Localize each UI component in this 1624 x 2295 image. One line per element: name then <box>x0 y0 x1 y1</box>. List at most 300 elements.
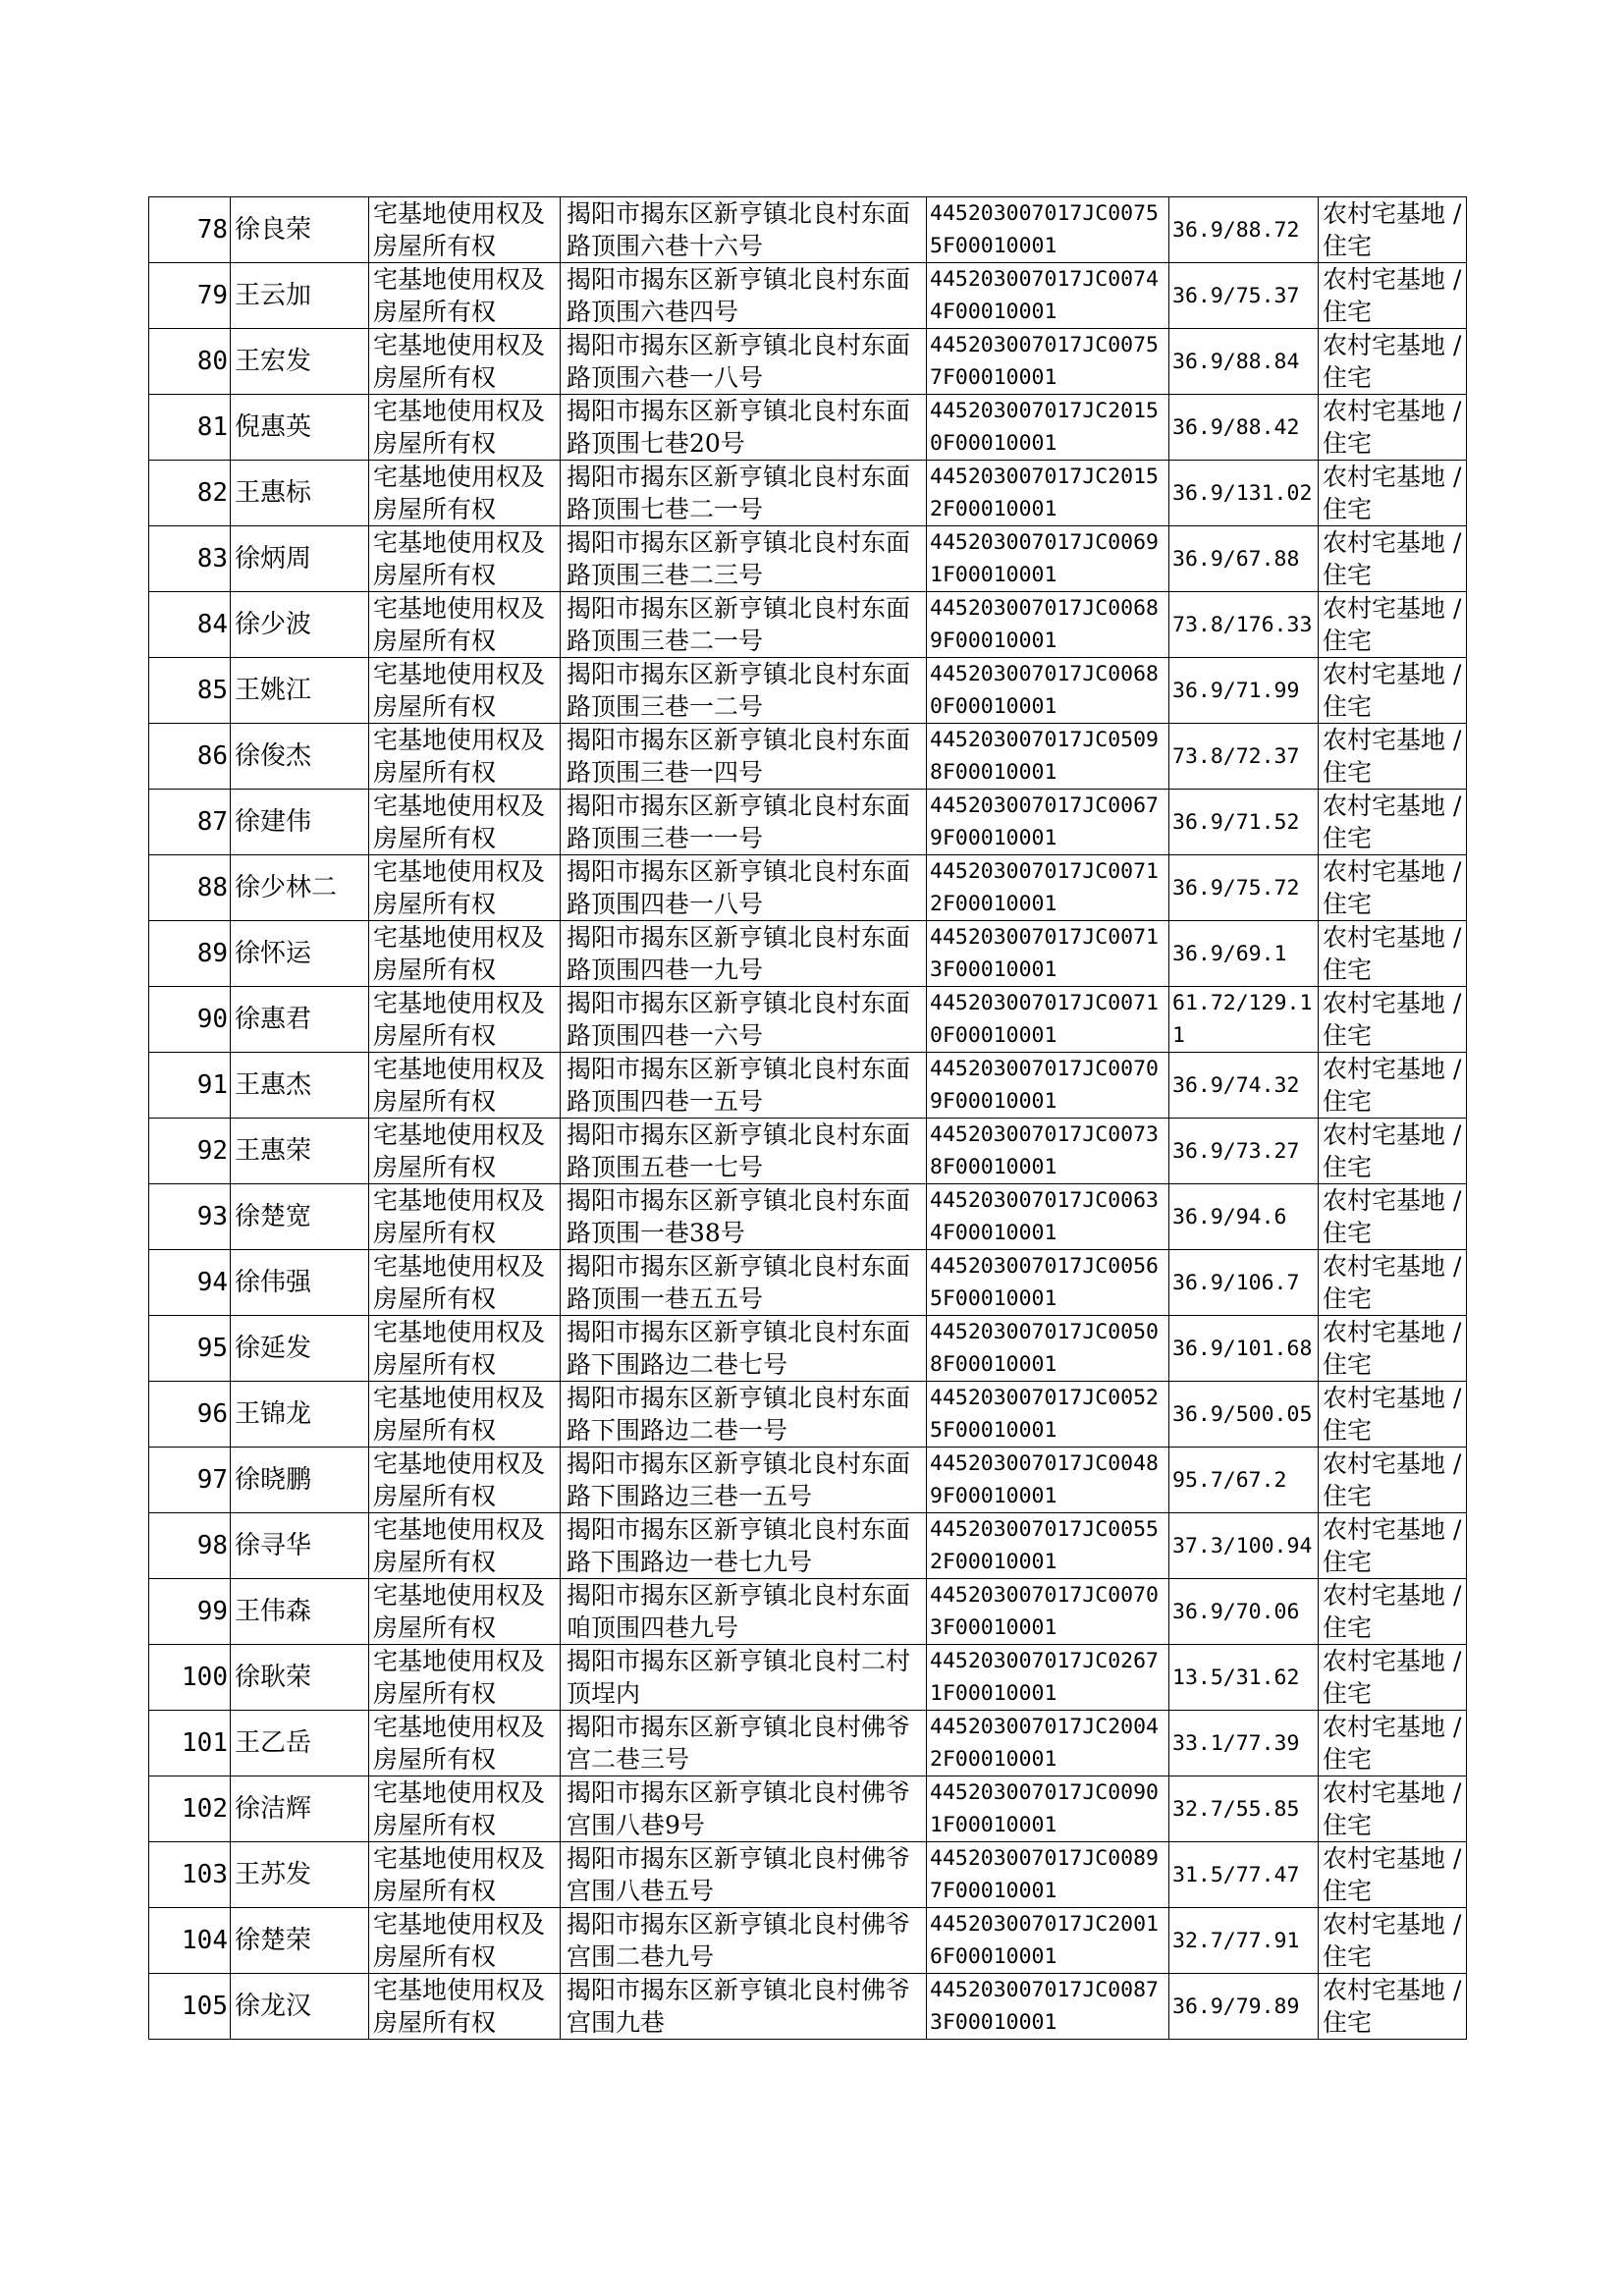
owner-name-cell-text: 王惠标 <box>235 477 312 508</box>
unit-code-cell <box>927 329 1169 395</box>
address-cell <box>561 790 927 855</box>
address-cell <box>561 1250 927 1316</box>
owner-name-cell <box>231 1382 369 1448</box>
unit-code-cell <box>927 1711 1169 1776</box>
unit-code-cell-text: 445203007017JC00680F00010001 <box>930 662 1159 719</box>
owner-name-cell-text: 徐俊杰 <box>235 740 312 771</box>
area-cell-text: 95.7/67.2 <box>1172 1467 1287 1493</box>
table-row <box>149 1776 1467 1842</box>
unit-code-cell-text: 445203007017JC00525F00010001 <box>930 1386 1159 1443</box>
row-number-cell-text: 92 <box>196 1135 228 1166</box>
area-cell <box>1169 1579 1319 1645</box>
row-number-cell <box>149 1316 231 1382</box>
row-number-cell <box>149 1382 231 1448</box>
unit-code-cell-text: 445203007017JC00508F00010001 <box>930 1320 1159 1377</box>
usage-cell-text: 农村宅基地 / 住宅 <box>1323 1120 1462 1181</box>
row-number-cell <box>149 1908 231 1974</box>
area-cell-text: 32.7/55.85 <box>1172 1796 1300 1822</box>
area-cell <box>1169 1184 1319 1250</box>
unit-code-cell <box>927 921 1169 987</box>
unit-code-cell-text: 445203007017JC00901F00010001 <box>930 1780 1159 1837</box>
area-cell-text: 36.9/79.89 <box>1172 1994 1300 2019</box>
address-cell <box>561 329 927 395</box>
address-cell-text: 揭阳市揭东区新亨镇北良村东面路下围路边三巷一五号 <box>567 1449 911 1510</box>
table-row <box>149 855 1467 921</box>
row-number-cell-text: 87 <box>196 806 228 837</box>
owner-name-cell <box>231 197 369 263</box>
address-cell-text: 揭阳市揭东区新亨镇北良村东面路顶围六巷四号 <box>567 265 911 326</box>
address-cell <box>561 263 927 329</box>
right-type-cell <box>369 658 561 724</box>
area-cell-text: 36.9/106.7 <box>1172 1270 1300 1295</box>
address-cell-text: 揭阳市揭东区新亨镇北良村东面路顶围一巷38号 <box>567 1186 911 1247</box>
row-number-cell <box>149 658 231 724</box>
address-cell <box>561 1974 927 2040</box>
right-type-cell <box>369 1711 561 1776</box>
row-number-cell <box>149 461 231 526</box>
address-cell-text: 揭阳市揭东区新亨镇北良村佛爷宫围二巷九号 <box>567 1910 911 1971</box>
right-type-cell-text: 宅基地使用权及房屋所有权 <box>373 528 546 589</box>
usage-cell-text: 农村宅基地 / 住宅 <box>1323 923 1462 984</box>
row-number-cell-text: 89 <box>196 938 228 968</box>
unit-code-cell-text: 445203007017JC00897F00010001 <box>930 1846 1159 1903</box>
right-type-cell <box>369 921 561 987</box>
address-cell <box>561 1711 927 1776</box>
area-cell-text: 36.9/71.99 <box>1172 678 1300 703</box>
row-number-cell <box>149 1513 231 1579</box>
table-row <box>149 1316 1467 1382</box>
usage-cell-text: 农村宅基地 / 住宅 <box>1323 1647 1462 1708</box>
row-number-cell <box>149 329 231 395</box>
owner-name-cell <box>231 1974 369 2040</box>
area-cell <box>1169 1974 1319 2040</box>
table-row <box>149 1250 1467 1316</box>
owner-name-cell <box>231 790 369 855</box>
row-number-cell-text: 95 <box>196 1333 228 1363</box>
usage-cell <box>1319 658 1467 724</box>
area-cell-text: 36.9/70.06 <box>1172 1599 1300 1624</box>
unit-code-cell <box>927 1184 1169 1250</box>
table-row <box>149 658 1467 724</box>
row-number-cell-text: 90 <box>196 1004 228 1034</box>
usage-cell <box>1319 921 1467 987</box>
owner-name-cell-text: 徐建伟 <box>235 806 312 837</box>
right-type-cell <box>369 987 561 1053</box>
owner-name-cell-text: 王云加 <box>235 280 312 310</box>
owner-name-cell <box>231 1250 369 1316</box>
usage-cell-text: 农村宅基地 / 住宅 <box>1323 989 1462 1050</box>
unit-code-cell <box>927 658 1169 724</box>
row-number-cell <box>149 790 231 855</box>
table-row <box>149 1119 1467 1184</box>
owner-name-cell <box>231 1513 369 1579</box>
area-cell <box>1169 1908 1319 1974</box>
usage-cell-text: 农村宅基地 / 住宅 <box>1323 1844 1462 1905</box>
area-cell <box>1169 1316 1319 1382</box>
address-cell <box>561 1513 927 1579</box>
right-type-cell-text: 宅基地使用权及房屋所有权 <box>373 1515 546 1576</box>
right-type-cell <box>369 1579 561 1645</box>
table-row <box>149 1711 1467 1776</box>
table-row <box>149 1974 1467 2040</box>
right-type-cell-text: 宅基地使用权及房屋所有权 <box>373 857 546 918</box>
unit-code-cell-text: 445203007017JC00738F00010001 <box>930 1122 1159 1179</box>
row-number-cell-text: 80 <box>196 346 228 376</box>
unit-code-cell <box>927 263 1169 329</box>
row-number-cell-text: 78 <box>196 214 228 245</box>
owner-name-cell-text: 徐晓鹏 <box>235 1464 312 1495</box>
owner-name-cell-text: 王姚江 <box>235 675 312 705</box>
owner-name-cell-text: 徐炳周 <box>235 543 312 574</box>
unit-code-cell-text: 445203007017JC05098F00010001 <box>930 728 1159 785</box>
area-cell <box>1169 461 1319 526</box>
table-row <box>149 263 1467 329</box>
area-cell-text: 36.9/67.88 <box>1172 546 1300 572</box>
right-type-cell-text: 宅基地使用权及房屋所有权 <box>373 1318 546 1379</box>
address-cell-text: 揭阳市揭东区新亨镇北良村东面路顶围三巷一二号 <box>567 660 911 721</box>
row-number-cell-text: 93 <box>196 1201 228 1231</box>
unit-code-cell-text: 445203007017JC00691F00010001 <box>930 530 1159 587</box>
right-type-cell <box>369 1842 561 1908</box>
owner-name-cell <box>231 724 369 790</box>
area-cell-text: 36.9/131.02 <box>1172 480 1313 506</box>
owner-name-cell-text: 徐延发 <box>235 1333 312 1363</box>
address-cell-text: 揭阳市揭东区新亨镇北良村东面路顶围三巷二三号 <box>567 528 911 589</box>
area-cell-text: 36.9/500.05 <box>1172 1401 1313 1427</box>
area-cell-text: 36.9/71.52 <box>1172 809 1300 835</box>
table-row <box>149 921 1467 987</box>
area-cell-text: 36.9/94.6 <box>1172 1204 1287 1229</box>
usage-cell-text: 农村宅基地 / 住宅 <box>1323 1778 1462 1839</box>
right-type-cell <box>369 1908 561 1974</box>
row-number-cell-text: 101 <box>182 1727 228 1758</box>
row-number-cell <box>149 921 231 987</box>
right-type-cell-text: 宅基地使用权及房屋所有权 <box>373 1449 546 1510</box>
right-type-cell <box>369 1382 561 1448</box>
owner-name-cell <box>231 1908 369 1974</box>
area-cell <box>1169 724 1319 790</box>
row-number-cell <box>149 987 231 1053</box>
right-type-cell-text: 宅基地使用权及房屋所有权 <box>373 1384 546 1445</box>
address-cell <box>561 1316 927 1382</box>
address-cell-text: 揭阳市揭东区新亨镇北良村东面路顶围四巷一六号 <box>567 989 911 1050</box>
address-cell <box>561 1645 927 1711</box>
row-number-cell <box>149 1645 231 1711</box>
row-number-cell <box>149 1053 231 1119</box>
unit-code-cell-text: 445203007017JC00713F00010001 <box>930 925 1159 982</box>
row-number-cell <box>149 1842 231 1908</box>
registry-table-body <box>149 197 1467 2040</box>
row-number-cell <box>149 1119 231 1184</box>
address-cell <box>561 1119 927 1184</box>
row-number-cell-text: 79 <box>196 280 228 310</box>
right-type-cell-text: 宅基地使用权及房屋所有权 <box>373 594 546 655</box>
unit-code-cell-text: 445203007017JC00689F00010001 <box>930 596 1159 653</box>
area-cell <box>1169 263 1319 329</box>
address-cell <box>561 197 927 263</box>
unit-code-cell <box>927 855 1169 921</box>
unit-code-cell <box>927 1842 1169 1908</box>
right-type-cell-text: 宅基地使用权及房屋所有权 <box>373 792 546 852</box>
right-type-cell-text: 宅基地使用权及房屋所有权 <box>373 1186 546 1247</box>
right-type-cell <box>369 1119 561 1184</box>
area-cell-text: 61.72/129.11 <box>1172 991 1313 1048</box>
right-type-cell <box>369 1645 561 1711</box>
unit-code-cell-text: 445203007017JC20150F00010001 <box>930 399 1159 456</box>
area-cell <box>1169 1448 1319 1513</box>
area-cell-text: 32.7/77.91 <box>1172 1928 1300 1953</box>
unit-code-cell-text: 445203007017JC20016F00010001 <box>930 1912 1159 1969</box>
owner-name-cell-text: 王惠荣 <box>235 1135 312 1166</box>
owner-name-cell-text: 徐伟强 <box>235 1267 312 1297</box>
usage-cell-text: 农村宅基地 / 住宅 <box>1323 1252 1462 1313</box>
area-cell-text: 36.9/73.27 <box>1172 1138 1300 1164</box>
row-number-cell-text: 85 <box>196 675 228 705</box>
usage-cell <box>1319 592 1467 658</box>
right-type-cell-text: 宅基地使用权及房屋所有权 <box>373 1252 546 1313</box>
area-cell-text: 36.9/69.1 <box>1172 941 1287 966</box>
owner-name-cell <box>231 1053 369 1119</box>
table-row <box>149 592 1467 658</box>
usage-cell <box>1319 1579 1467 1645</box>
right-type-cell-text: 宅基地使用权及房屋所有权 <box>373 1844 546 1905</box>
usage-cell <box>1319 263 1467 329</box>
usage-cell <box>1319 987 1467 1053</box>
unit-code-cell <box>927 1974 1169 2040</box>
unit-code-cell-text: 445203007017JC00634F00010001 <box>930 1188 1159 1245</box>
row-number-cell-text: 81 <box>196 411 228 442</box>
table-row <box>149 329 1467 395</box>
row-number-cell <box>149 395 231 461</box>
table-row <box>149 395 1467 461</box>
right-type-cell-text: 宅基地使用权及房屋所有权 <box>373 989 546 1050</box>
area-cell <box>1169 1119 1319 1184</box>
usage-cell <box>1319 1184 1467 1250</box>
right-type-cell <box>369 329 561 395</box>
owner-name-cell <box>231 658 369 724</box>
right-type-cell <box>369 461 561 526</box>
usage-cell <box>1319 461 1467 526</box>
address-cell-text: 揭阳市揭东区新亨镇北良村东面路下围路边二巷一号 <box>567 1384 911 1445</box>
usage-cell <box>1319 329 1467 395</box>
usage-cell <box>1319 1908 1467 1974</box>
area-cell <box>1169 1513 1319 1579</box>
owner-name-cell <box>231 461 369 526</box>
owner-name-cell <box>231 526 369 592</box>
usage-cell <box>1319 395 1467 461</box>
usage-cell <box>1319 855 1467 921</box>
unit-code-cell-text: 445203007017JC00744F00010001 <box>930 267 1159 324</box>
right-type-cell <box>369 263 561 329</box>
usage-cell-text: 农村宅基地 / 住宅 <box>1323 726 1462 787</box>
address-cell-text: 揭阳市揭东区新亨镇北良村东面路下围路边一巷七九号 <box>567 1515 911 1576</box>
unit-code-cell-text: 445203007017JC00709F00010001 <box>930 1057 1159 1114</box>
usage-cell-text: 农村宅基地 / 住宅 <box>1323 1713 1462 1774</box>
row-number-cell-text: 104 <box>182 1925 228 1955</box>
row-number-cell-text: 83 <box>196 543 228 574</box>
usage-cell-text: 农村宅基地 / 住宅 <box>1323 331 1462 392</box>
owner-name-cell-text: 徐良荣 <box>235 214 312 245</box>
right-type-cell <box>369 790 561 855</box>
address-cell <box>561 658 927 724</box>
address-cell-text: 揭阳市揭东区新亨镇北良村东面路顶围五巷一七号 <box>567 1120 911 1181</box>
table-row <box>149 1908 1467 1974</box>
address-cell <box>561 526 927 592</box>
table-row <box>149 197 1467 263</box>
address-cell <box>561 1053 927 1119</box>
unit-code-cell <box>927 987 1169 1053</box>
usage-cell-text: 农村宅基地 / 住宅 <box>1323 1384 1462 1445</box>
address-cell-text: 揭阳市揭东区新亨镇北良村东面路顶围三巷一四号 <box>567 726 911 787</box>
area-cell <box>1169 921 1319 987</box>
row-number-cell-text: 88 <box>196 872 228 902</box>
table-row <box>149 1645 1467 1711</box>
address-cell-text: 揭阳市揭东区新亨镇北良村东面路顶围六巷十六号 <box>567 199 911 260</box>
row-number-cell-text: 100 <box>182 1662 228 1692</box>
address-cell <box>561 1776 927 1842</box>
area-cell-text: 36.9/88.72 <box>1172 217 1300 243</box>
area-cell <box>1169 1382 1319 1448</box>
usage-cell <box>1319 1053 1467 1119</box>
owner-name-cell <box>231 329 369 395</box>
usage-cell-text: 农村宅基地 / 住宅 <box>1323 594 1462 655</box>
unit-code-cell <box>927 1250 1169 1316</box>
address-cell-text: 揭阳市揭东区新亨镇北良村东面路顶围七巷20号 <box>567 397 911 458</box>
area-cell <box>1169 987 1319 1053</box>
row-number-cell <box>149 1974 231 2040</box>
owner-name-cell <box>231 1776 369 1842</box>
right-type-cell <box>369 1316 561 1382</box>
usage-cell-text: 农村宅基地 / 住宅 <box>1323 1449 1462 1510</box>
address-cell <box>561 921 927 987</box>
row-number-cell <box>149 592 231 658</box>
area-cell-text: 36.9/74.32 <box>1172 1072 1300 1098</box>
area-cell <box>1169 592 1319 658</box>
area-cell-text: 36.9/75.72 <box>1172 875 1300 901</box>
owner-name-cell <box>231 1448 369 1513</box>
address-cell <box>561 1842 927 1908</box>
address-cell <box>561 1908 927 1974</box>
registry-sheet <box>148 196 1467 2040</box>
usage-cell-text: 农村宅基地 / 住宅 <box>1323 528 1462 589</box>
area-cell <box>1169 1776 1319 1842</box>
address-cell-text: 揭阳市揭东区新亨镇北良村东面路顶围四巷一九号 <box>567 923 911 984</box>
row-number-cell-text: 99 <box>196 1596 228 1626</box>
right-type-cell-text: 宅基地使用权及房屋所有权 <box>373 1713 546 1774</box>
usage-cell-text: 农村宅基地 / 住宅 <box>1323 1581 1462 1642</box>
unit-code-cell <box>927 461 1169 526</box>
right-type-cell-text: 宅基地使用权及房屋所有权 <box>373 331 546 392</box>
unit-code-cell <box>927 1119 1169 1184</box>
address-cell <box>561 987 927 1053</box>
area-cell-text: 31.5/77.47 <box>1172 1862 1300 1887</box>
right-type-cell-text: 宅基地使用权及房屋所有权 <box>373 1778 546 1839</box>
usage-cell <box>1319 790 1467 855</box>
usage-cell-text: 农村宅基地 / 住宅 <box>1323 857 1462 918</box>
table-row <box>149 1053 1467 1119</box>
area-cell-text: 36.9/88.42 <box>1172 414 1300 440</box>
row-number-cell-text: 98 <box>196 1530 228 1560</box>
owner-name-cell-text: 王伟森 <box>235 1596 312 1626</box>
row-number-cell <box>149 1250 231 1316</box>
address-cell <box>561 855 927 921</box>
area-cell <box>1169 1053 1319 1119</box>
right-type-cell <box>369 724 561 790</box>
owner-name-cell-text: 王乙岳 <box>235 1727 312 1758</box>
unit-code-cell <box>927 1579 1169 1645</box>
usage-cell <box>1319 1645 1467 1711</box>
row-number-cell <box>149 1448 231 1513</box>
unit-code-cell-text: 445203007017JC00552F00010001 <box>930 1517 1159 1574</box>
unit-code-cell-text: 445203007017JC02671F00010001 <box>930 1649 1159 1706</box>
usage-cell <box>1319 1250 1467 1316</box>
registry-table <box>148 196 1467 2040</box>
right-type-cell <box>369 1776 561 1842</box>
address-cell <box>561 1579 927 1645</box>
address-cell-text: 揭阳市揭东区新亨镇北良村东面路顶围一巷五五号 <box>567 1252 911 1313</box>
owner-name-cell-text: 徐龙汉 <box>235 1991 312 2021</box>
unit-code-cell <box>927 724 1169 790</box>
owner-name-cell <box>231 987 369 1053</box>
right-type-cell-text: 宅基地使用权及房屋所有权 <box>373 397 546 458</box>
owner-name-cell-text: 徐少波 <box>235 609 312 639</box>
area-cell-text: 13.5/31.62 <box>1172 1665 1300 1690</box>
table-row <box>149 1382 1467 1448</box>
unit-code-cell <box>927 1316 1169 1382</box>
unit-code-cell <box>927 1053 1169 1119</box>
usage-cell <box>1319 1448 1467 1513</box>
right-type-cell-text: 宅基地使用权及房屋所有权 <box>373 660 546 721</box>
usage-cell-text: 农村宅基地 / 住宅 <box>1323 265 1462 326</box>
right-type-cell <box>369 526 561 592</box>
unit-code-cell <box>927 395 1169 461</box>
right-type-cell-text: 宅基地使用权及房屋所有权 <box>373 199 546 260</box>
right-type-cell <box>369 1448 561 1513</box>
unit-code-cell-text: 445203007017JC20042F00010001 <box>930 1715 1159 1772</box>
address-cell-text: 揭阳市揭东区新亨镇北良村二村顶埕内 <box>567 1647 911 1708</box>
right-type-cell-text: 宅基地使用权及房屋所有权 <box>373 265 546 326</box>
unit-code-cell-text: 445203007017JC00679F00010001 <box>930 793 1159 850</box>
right-type-cell-text: 宅基地使用权及房屋所有权 <box>373 1581 546 1642</box>
area-cell <box>1169 1842 1319 1908</box>
right-type-cell <box>369 1053 561 1119</box>
usage-cell-text: 农村宅基地 / 住宅 <box>1323 199 1462 260</box>
usage-cell-text: 农村宅基地 / 住宅 <box>1323 1976 1462 2037</box>
table-row <box>149 1842 1467 1908</box>
row-number-cell-text: 82 <box>196 477 228 508</box>
usage-cell <box>1319 1711 1467 1776</box>
unit-code-cell <box>927 1776 1169 1842</box>
usage-cell-text: 农村宅基地 / 住宅 <box>1323 1515 1462 1576</box>
unit-code-cell-text: 445203007017JC00873F00010001 <box>930 1978 1159 2035</box>
row-number-cell-text: 86 <box>196 740 228 771</box>
usage-cell <box>1319 1776 1467 1842</box>
unit-code-cell <box>927 1645 1169 1711</box>
address-cell-text: 揭阳市揭东区新亨镇北良村东面咱顶围四巷九号 <box>567 1581 911 1642</box>
unit-code-cell-text: 445203007017JC20152F00010001 <box>930 464 1159 521</box>
address-cell-text: 揭阳市揭东区新亨镇北良村佛爷宫围八巷9号 <box>567 1778 911 1839</box>
owner-name-cell <box>231 1184 369 1250</box>
right-type-cell <box>369 1250 561 1316</box>
owner-name-cell-text: 徐少林二 <box>235 872 338 902</box>
row-number-cell <box>149 1776 231 1842</box>
table-row <box>149 526 1467 592</box>
area-cell <box>1169 329 1319 395</box>
unit-code-cell-text: 445203007017JC00703F00010001 <box>930 1583 1159 1640</box>
usage-cell <box>1319 526 1467 592</box>
owner-name-cell <box>231 1711 369 1776</box>
address-cell-text: 揭阳市揭东区新亨镇北良村东面路顶围七巷二一号 <box>567 463 911 523</box>
